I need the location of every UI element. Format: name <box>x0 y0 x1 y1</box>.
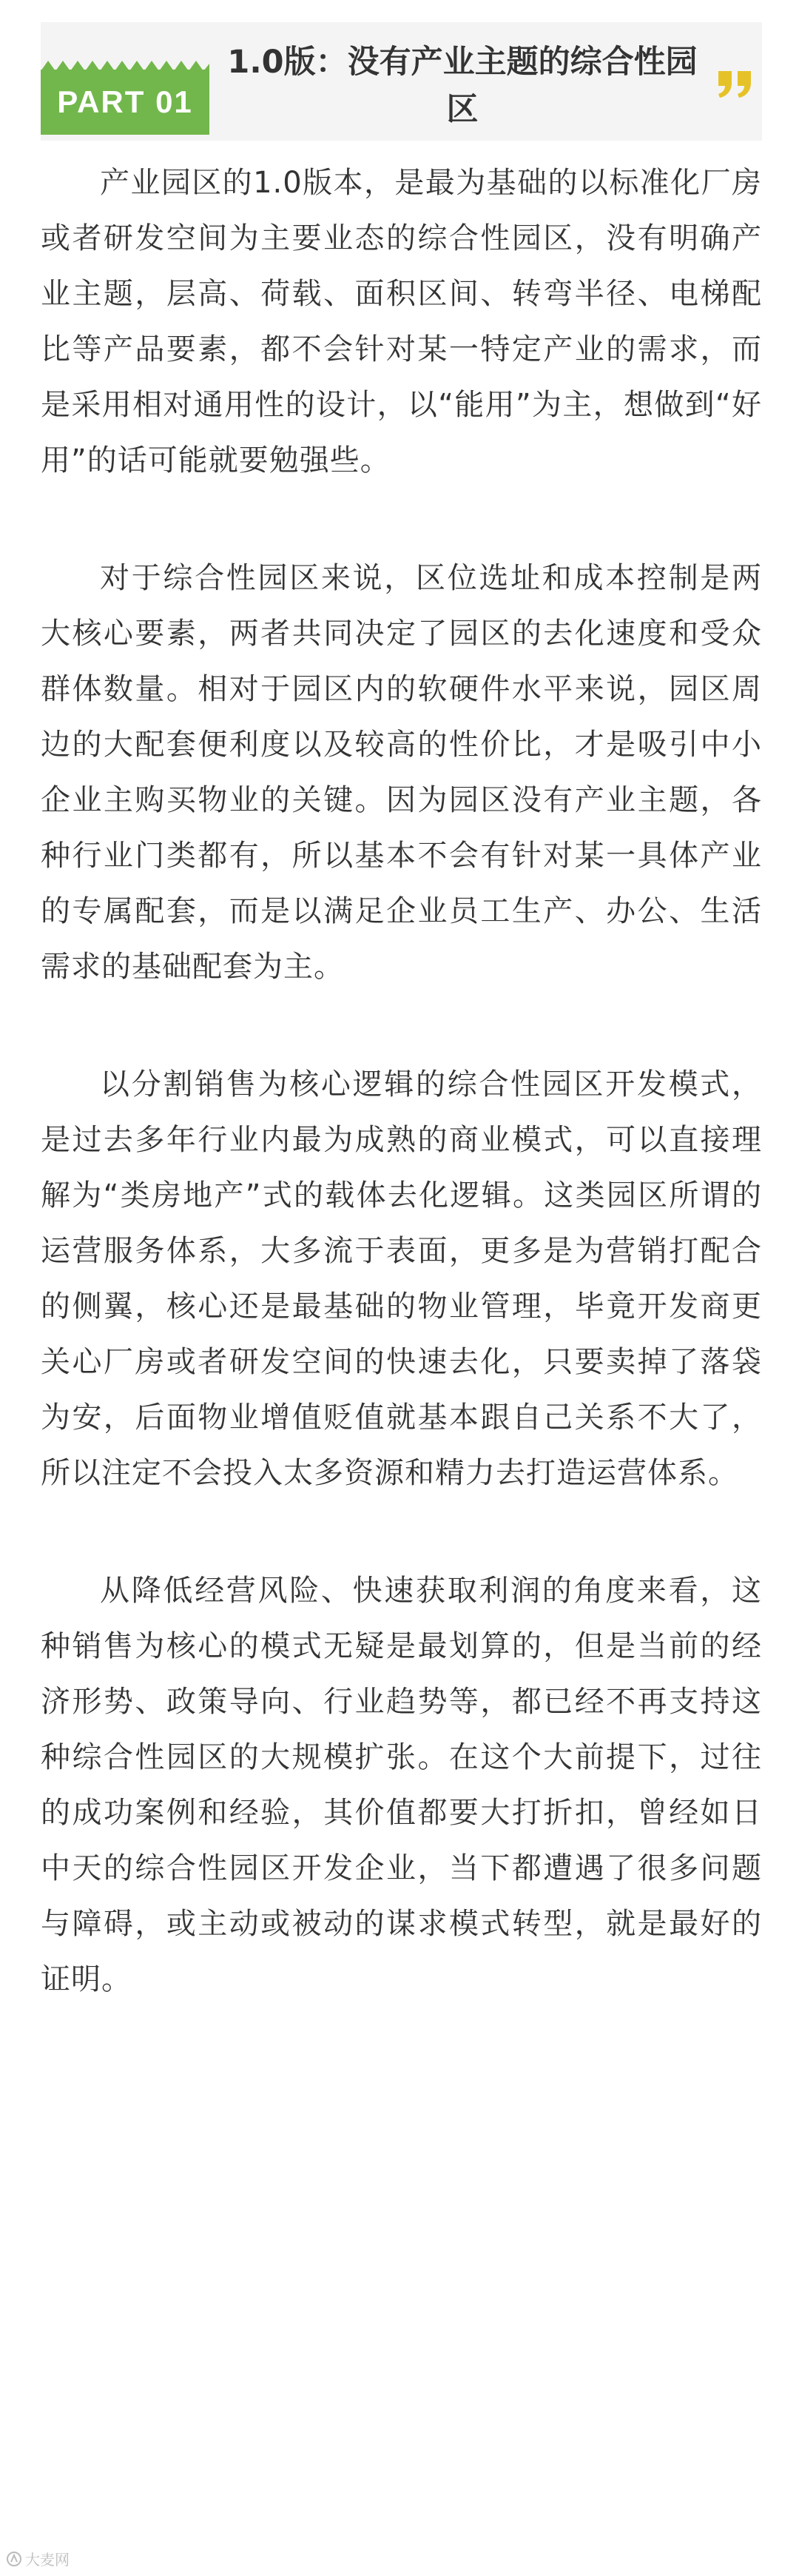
watermark <box>6 2548 70 2569</box>
section-header <box>41 22 762 141</box>
watermark-text: 大麦网 <box>25 2551 70 2569</box>
paragraph: 对于综合性园区来说，区位选址和成本控制是两大核心要素，两者共同决定了园区的去化速度和受众群体数量。相对于园区内的软硬件水平来说，园区周边的大配套便利度以及较高的性价比，才是吸引中小企业主购买物业的关键。因为园区没有产业主题，各种行业门类都有，所以基本不会有针对某一具体产业的专属配套，而是以满足企业员工生产、办公、生活需求的基础配套为主。 <box>41 561 762 984</box>
part-badge: PART 01 <box>41 70 209 135</box>
quote-icon <box>714 67 755 102</box>
paragraph: 产业园区的1.0版本，是最为基础的以标准化厂房或者研发空间为主要业态的综合性园区，没有明确产业主题，层高、荷载、面积区间、转弯半径、电梯配比等产品要素，都不会针对某一特定产业的需求，而是采用相对通用性的设计，以“能用”为主，想做到“好用”的话可能就要勉强些。 <box>41 166 762 477</box>
section-title: 1.0版：没有产业主题的综合性园区 <box>227 44 698 128</box>
paragraph: 从降低经营风险、快速获取利润的角度来看，这种销售为核心的模式无疑是最划算的，但是当前的经济形势、政策导向、行业趋势等，都已经不再支持这种综合性园区的大规模扩张。在这个大前提下，过往的成功案例和经验，其价值都要大打折扣，曾经如日中天的综合性园区开发企业，当下都遭遇了很多问题与障碍，或主动或被动的谋求模式转型，就是最好的证明。 <box>41 1574 762 1996</box>
paragraph: 以分割销售为核心逻辑的综合性园区开发模式，是过去多年行业内最为成熟的商业模式，可以直接理解为“类房地产”式的载体去化逻辑。这类园区所谓的运营服务体系，大多流于表面，更多是为营销打配合的侧翼，核心还是最基础的物业管理，毕竟开发商更关心厂房或者研发空间的快速去化，只要卖掉了落袋为安，后面物业增值贬值就基本跟自己关系不大了，所以注定不会投入太多资源和精力去打造运营体系。 <box>41 1067 762 1490</box>
logo-icon <box>6 2551 22 2567</box>
article-body <box>41 155 762 2070</box>
